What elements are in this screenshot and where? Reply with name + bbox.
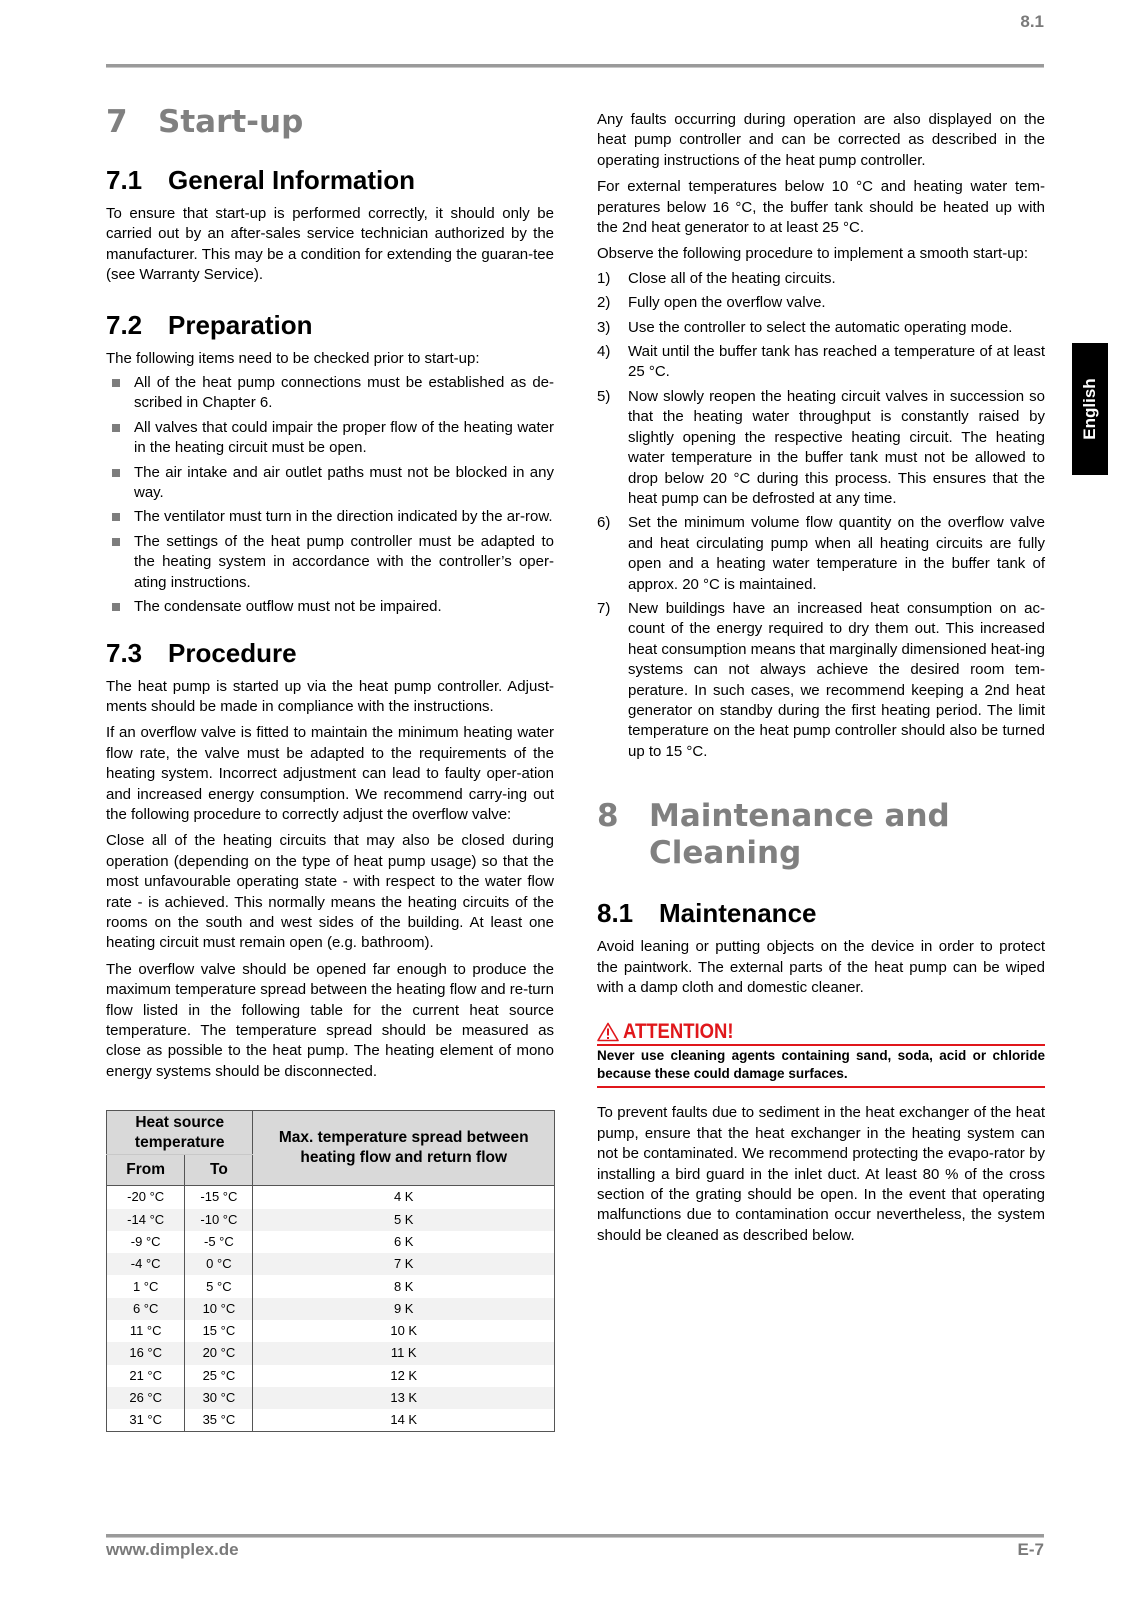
bullet-square-icon — [112, 538, 120, 546]
cell-from: 6 °C — [107, 1298, 185, 1320]
cell-from: 11 °C — [129, 1323, 162, 1339]
table-row — [107, 1231, 555, 1253]
procedure-paragraph: If an overflow valve is fitted to maintain the minimum heating water flow rate, the valve must be adapted to the requirements of the heating system. Incorrect adjustment can lead to faulty oper-ation and increased energy consumption. We recommend carry-ing out the following procedure to correctly adjust the overflow valve: — [106, 724, 554, 823]
section-title: Preparation — [168, 309, 313, 340]
section-number: 7.1 — [106, 165, 143, 195]
cell-from: 16 °C — [107, 1342, 185, 1364]
bullet-square-icon — [112, 603, 120, 611]
cell-from: 26 °C — [107, 1387, 185, 1409]
header-rule — [106, 64, 1044, 68]
language-tab-label: English — [1080, 378, 1099, 440]
cell-max-spread: 9 K — [253, 1298, 555, 1320]
section-number: 7.3 — [106, 637, 143, 668]
startup-steps — [597, 269, 1045, 762]
cell-max-spread: 5 K — [253, 1209, 555, 1231]
chapter-7-heading — [106, 104, 554, 141]
step-text: Close all of the heating circuits. — [628, 269, 836, 287]
step-text: Set the minimum volume flow quantity on the overflow valve and heat circulating pump when all heating circuits are fully open and a heating water temperature in the buffer tank of approx. 20 °C is maintained. — [628, 514, 1045, 593]
cell-to: 30 °C — [185, 1387, 253, 1409]
step-item — [597, 342, 1045, 383]
right-column — [597, 110, 1045, 1246]
cell-from: -4 °C — [107, 1253, 185, 1275]
table-row — [107, 1342, 555, 1364]
step-number: 1) — [597, 269, 611, 287]
step-text: Wait until the buffer tank has reached a temperature of at least 25 °C. — [628, 343, 1045, 381]
step-number: 7) — [597, 599, 611, 617]
maintenance-paragraph: Avoid leaning or putting objects on the device in order to protect the paintwork. The external parts of the heat pump can be wiped with a damp cloth and domestic cleaner. — [597, 938, 1045, 996]
cell-max-spread: 10 K — [253, 1320, 555, 1342]
cell-from: 31 °C — [129, 1412, 163, 1428]
cell-max-spread: 6 K — [253, 1231, 555, 1253]
checklist-item: The air intake and air outlet paths must not be blocked in any way. — [106, 463, 554, 504]
bullet-square-icon — [112, 469, 120, 477]
section-title: General Information — [168, 165, 416, 195]
bullet-square-icon — [112, 424, 120, 432]
table-row — [107, 1186, 555, 1209]
section-number: 8.1 — [597, 898, 634, 929]
step-text: New buildings have an increased heat consumption on ac-count of the energy required to dry them out. This increased heat consumption means that marginally dimensioned heat-ing systems can not always achieve the desired room tem-perature. In such cases, we recommend keeping a 2nd heat generator on standby during the first heating period. The limit temperature on the heat pump controller should also be turned up to 15 °C. — [628, 599, 1045, 760]
section-number: 7.2 — [106, 309, 143, 340]
checklist-item: The ventilator must turn in the direction indicated by the ar-row. — [106, 507, 554, 527]
bullet-square-icon — [112, 513, 120, 521]
language-tab — [1072, 343, 1108, 475]
step-item — [597, 599, 1045, 762]
section-7-1-heading — [106, 165, 554, 195]
cell-max-spread: 4 K — [253, 1186, 555, 1209]
section-8-1-heading — [597, 898, 1045, 928]
cell-to: 25 °C — [185, 1365, 253, 1387]
attention-header — [597, 1020, 1045, 1046]
faults-paragraph: Any faults occurring during operation are also displayed on the heat pump controller and can be corrected as described in the operating instructions of the heat pump controller. — [597, 111, 1045, 169]
cell-max-spread: 12 K — [253, 1365, 555, 1387]
step-item — [597, 318, 1045, 338]
cell-to: 15 °C — [185, 1320, 253, 1342]
step-item — [597, 293, 1045, 313]
step-number: 6) — [597, 514, 611, 532]
table-row — [107, 1320, 555, 1342]
step-text: Fully open the overflow valve. — [628, 294, 826, 312]
chapter-title: Start-up — [158, 104, 304, 140]
step-number: 4) — [597, 343, 611, 361]
cell-max-spread: 8 K — [253, 1275, 555, 1297]
table-body — [107, 1186, 555, 1432]
section-title: Maintenance — [659, 898, 817, 929]
step-text: Use the controller to select the automatic operating mode. — [628, 318, 1013, 336]
cell-to: 20 °C — [185, 1342, 253, 1364]
running-header-section: 8.1 — [1020, 12, 1044, 31]
procedure-intro: Observe the following procedure to implement a smooth start-up: — [597, 245, 1029, 263]
bullet-square-icon — [112, 379, 120, 387]
header-from: From — [107, 1155, 185, 1186]
step-item — [597, 387, 1045, 509]
chapter-number: 7 — [106, 104, 128, 140]
temperature-spread-table — [106, 1110, 555, 1432]
cell-from: -9 °C — [130, 1233, 161, 1249]
section-title: Procedure — [168, 637, 297, 668]
footer-rule — [106, 1534, 1044, 1538]
step-text: Now slowly reopen the heating circuit valves in succession so that the heating water throughput is constantly raised by slightly opening the respective heating circuit. The heating water temperature in the buffer tank must not be allowed to drop below 20 °C during this process. This ensures that the heat pump can be defrosted at any time. — [628, 387, 1045, 507]
chapter-number: 8 — [597, 798, 619, 835]
left-column — [106, 104, 554, 1432]
preparation-intro: The following items need to be checked prior to start-up: — [106, 349, 480, 367]
procedure-paragraph: Close all of the heating circuits that may also be closed during operation (depending on the type of heat pump usage) so that the most unfavourable operating state - with respect to the water flow rate - is achieved. This normally means the heating circuits of the rooms on the south and west sides of the building. At least one heating circuit must remain open (e.g. bathroom). — [106, 832, 554, 952]
cell-max-spread: 13 K — [253, 1387, 555, 1409]
cell-to: 0 °C — [185, 1253, 253, 1275]
page-number: E-7 — [1017, 1540, 1044, 1559]
footer-website-link[interactable]: www.dimplex.de — [106, 1540, 239, 1559]
cell-to: -10 °C — [185, 1209, 253, 1231]
cell-to: 5 °C — [185, 1275, 253, 1297]
sediment-paragraph: To prevent faults due to sediment in the heat exchanger of the heat pump, ensure that the heat exchanger in the heating system can not be contaminated. We recommend protecting the evapo-rator by installing a bird guard in the inlet duct. At least 80 % of the cross section of the grating should be open. In the event that operating malfunctions due to contamination occur nevertheless, the system should be cleaned as described below. — [597, 1104, 1045, 1244]
warning-triangle-icon — [597, 1022, 619, 1042]
attention-title: ATTENTION! — [623, 1020, 734, 1044]
section-7-3-heading — [106, 638, 554, 668]
checklist-item: All valves that could impair the proper flow of the heating water in the heating circuit must be open. — [106, 418, 554, 459]
preparation-checklist — [106, 373, 554, 617]
external-temp-paragraph: For external temperatures below 10 °C and heating water tem-peratures below 16 °C, the buffer tank should be heated up with the 2nd heat generator to at least 25 °C. — [597, 178, 1045, 237]
cell-to: 10 °C — [185, 1298, 253, 1320]
cell-from: 1 °C — [132, 1278, 159, 1294]
cell-from: 21 °C — [129, 1367, 163, 1383]
checklist-item: All of the heat pump connections must be established as de-scribed in Chapter 6. — [106, 373, 554, 414]
cell-to: -15 °C — [185, 1186, 253, 1209]
attention-box — [597, 1020, 1045, 1088]
table-row — [107, 1209, 555, 1231]
section-7-2-heading — [106, 310, 554, 340]
chapter-title: Maintenance and Cleaning — [649, 798, 950, 872]
header-to: To — [185, 1155, 253, 1186]
checklist-item: The settings of the heat pump controller must be adapted to the heating system in accordance with the controller’s oper-ating instructions. — [106, 532, 554, 593]
header-heat-source: Heat source temperature — [107, 1111, 253, 1155]
chapter-8-heading — [597, 798, 1045, 872]
step-number: 3) — [597, 318, 611, 336]
cell-max-spread: 11 K — [253, 1342, 555, 1364]
cell-to: 35 °C — [185, 1409, 253, 1432]
table-row — [107, 1409, 555, 1432]
table-row — [107, 1298, 555, 1320]
header-max-spread: Max. temperature spread between heating flow and return flow — [253, 1111, 555, 1186]
cell-from: -20 °C — [127, 1189, 165, 1205]
table-row — [107, 1365, 555, 1387]
table-row — [107, 1253, 555, 1275]
step-number: 5) — [597, 387, 611, 405]
cell-from: -14 °C — [107, 1209, 185, 1231]
cell-to: -5 °C — [185, 1231, 253, 1253]
attention-text: Never use cleaning agents containing sand, soda, acid or chloride because these could damage surfaces. — [597, 1046, 1045, 1088]
general-information-text: To ensure that start-up is performed correctly, it should only be carried out by an after-sales service technician authorized by the manufacturer. This may be a condition for extending the guaran-tee (see Warranty Service). — [106, 205, 554, 284]
cell-max-spread: 7 K — [253, 1253, 555, 1275]
step-number: 2) — [597, 294, 611, 312]
procedure-paragraph: The overflow valve should be opened far enough to produce the maximum temperature spread between the heating flow and re-turn flow listed in the following table for the current heat source temperature. The temperature spread should be measured as close as possible to the heat pump. The heating element of mono energy systems should be disconnected. — [106, 960, 554, 1080]
cell-max-spread: 14 K — [253, 1409, 555, 1432]
table-row — [107, 1387, 555, 1409]
table-row — [107, 1275, 555, 1297]
procedure-paragraph: The heat pump is started up via the heat pump controller. Adjust-ments should be made in compliance with the instructions. — [106, 677, 554, 715]
checklist-item: The condensate outflow must not be impaired. — [106, 597, 554, 617]
step-item — [597, 513, 1045, 595]
step-item — [597, 269, 1045, 289]
